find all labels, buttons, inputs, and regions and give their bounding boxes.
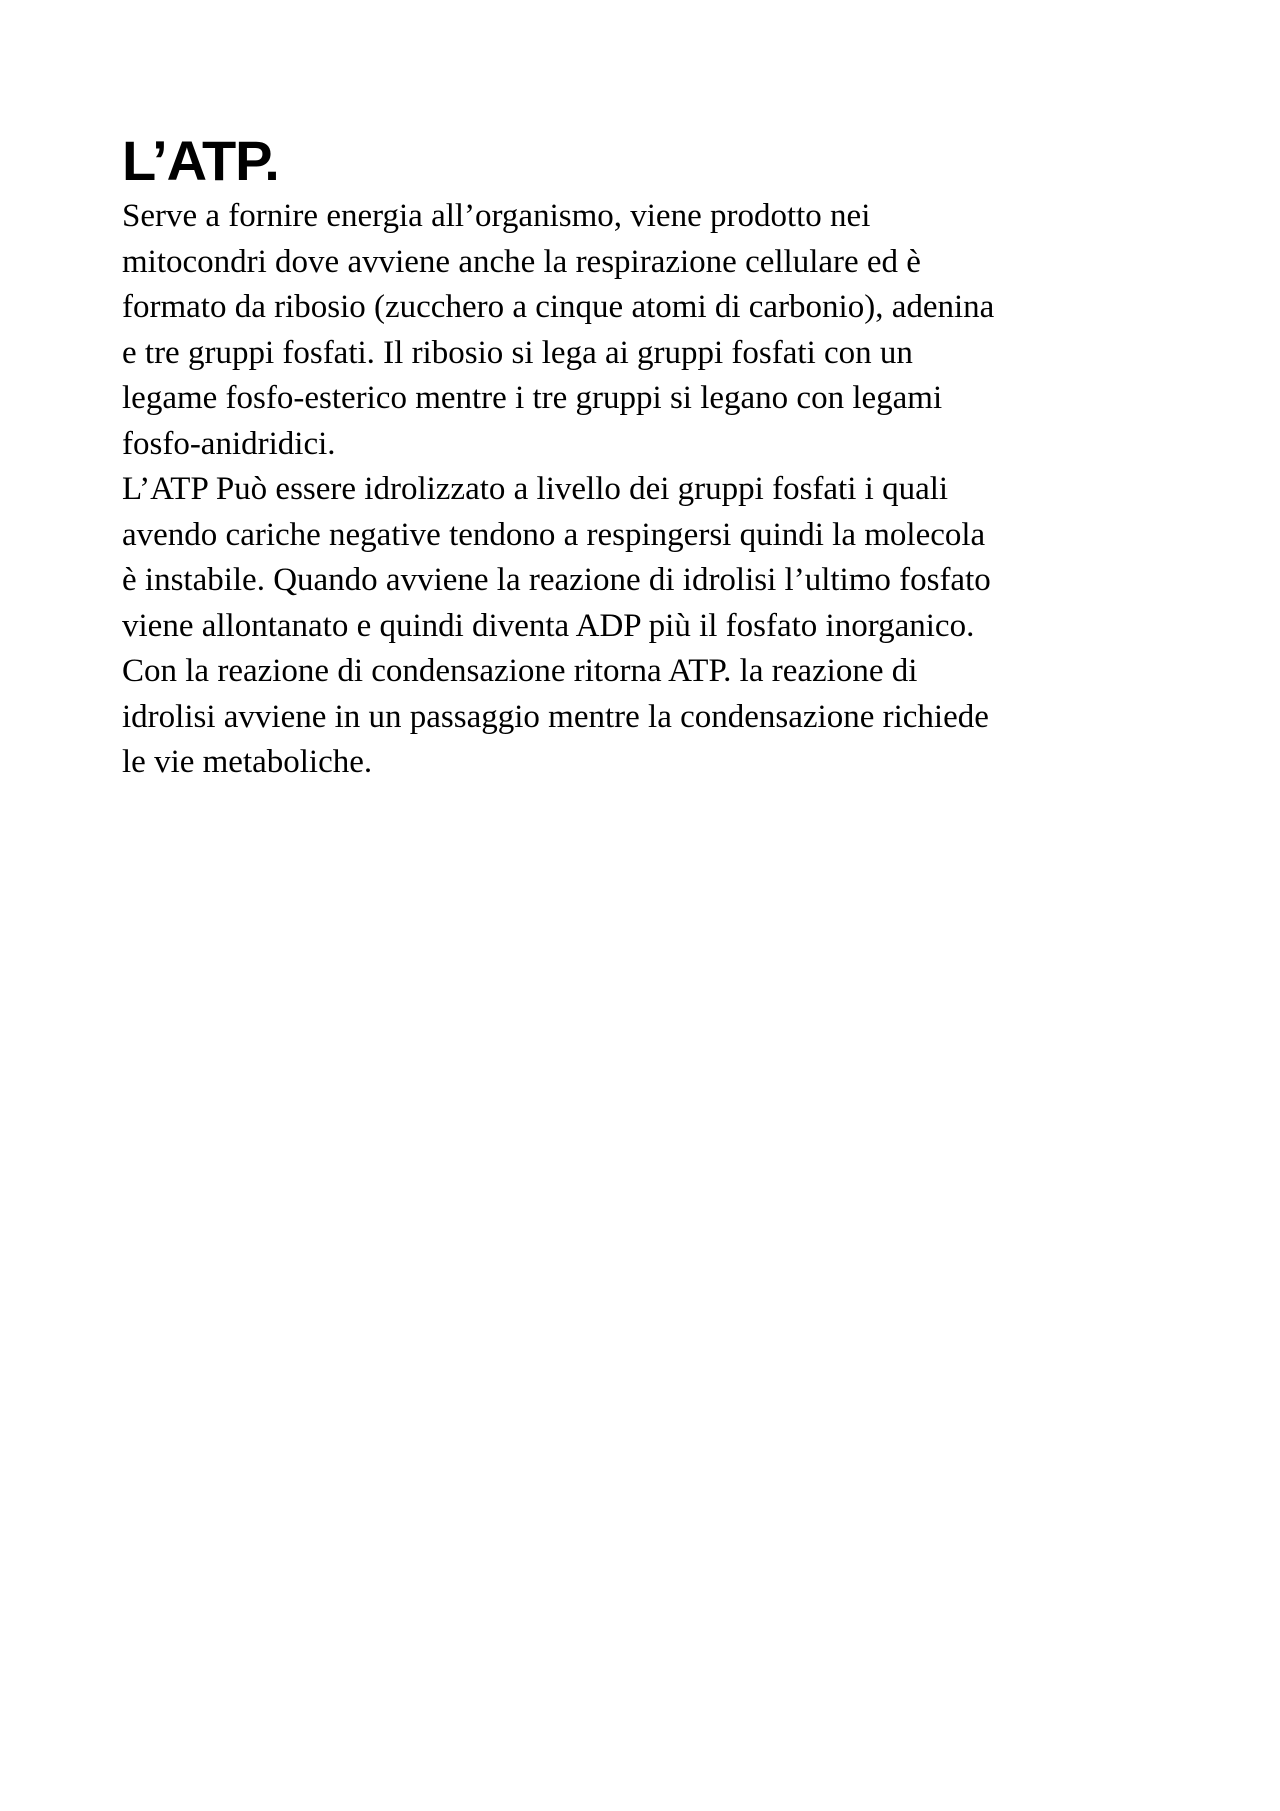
text-line: legame fosfo-esterico mentre i tre gruppi si legano con legami <box>122 380 943 416</box>
text-line: Con la reazione di condensazione ritorna ATP. la reazione di <box>122 653 918 689</box>
text-line: mitocondri dove avviene anche la respirazione cellulare ed è <box>122 243 921 280</box>
paragraph-1 <box>122 194 1162 467</box>
text-line: L’ATP Può essere idrolizzato a livello dei gruppi fosfati i quali <box>122 471 949 507</box>
text-line: è instabile. Quando avviene la reazione di idrolisi l’ultimo fosfato <box>122 562 991 598</box>
text-line: avendo cariche negative tendono a respingersi quindi la molecola <box>122 516 986 553</box>
document-title: L’ATP. <box>122 129 279 192</box>
text-line: fosfo-anidridici. <box>122 425 336 462</box>
text-line: Serve a fornire energia all’organismo, viene prodotto nei <box>122 198 871 234</box>
text-line: viene allontanato e quindi diventa ADP più il fosfato inorganico. <box>122 607 975 644</box>
text-line: e tre gruppi fosfati. Il ribosio si lega ai gruppi fosfati con un <box>122 334 913 371</box>
text-line: le vie metaboliche. <box>122 744 373 780</box>
document-page <box>122 128 1162 786</box>
text-line: idrolisi avviene in un passaggio mentre la condensazione richiede <box>122 698 989 735</box>
paragraph-2 <box>122 467 1162 786</box>
text-line: formato da ribosio (zucchero a cinque atomi di carbonio), adenina <box>122 289 995 325</box>
